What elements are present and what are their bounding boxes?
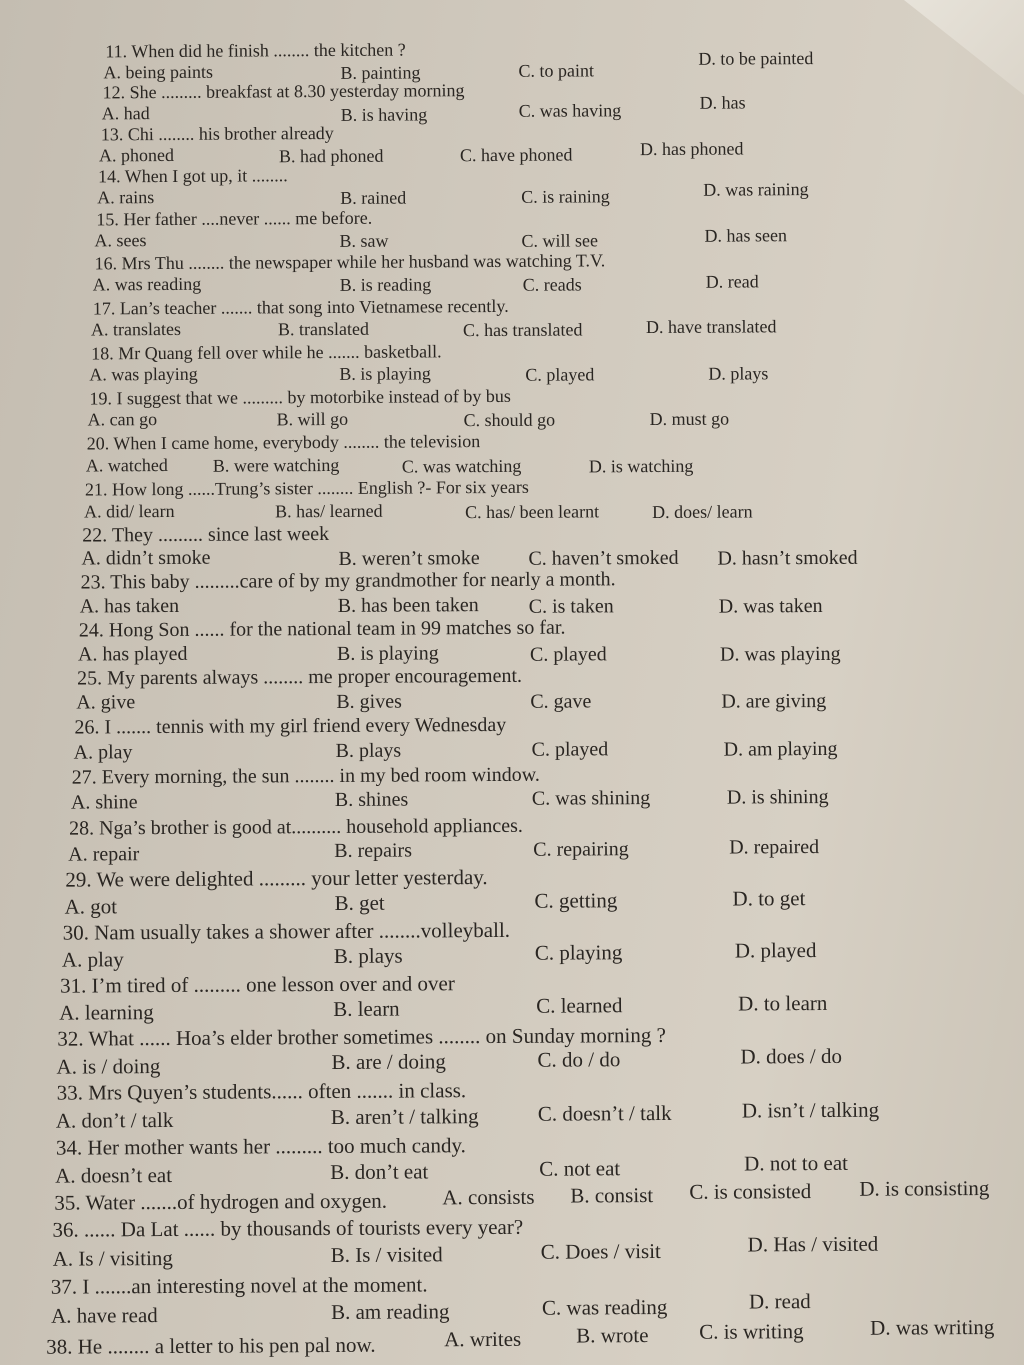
question-stem: 26. I ....... tennis with my girl friend every Wednesday: [74, 713, 507, 739]
option-d: D. read: [705, 271, 759, 292]
option-a: A. can go: [87, 409, 158, 430]
option-a: A. writes: [444, 1326, 522, 1352]
option-c: C. has/ been learnt: [465, 501, 600, 523]
option-c: C. learned: [536, 993, 623, 1018]
option-d: D. does / do: [740, 1043, 843, 1069]
option-d: D. is consisting: [859, 1175, 990, 1201]
option-b: B. learn: [333, 996, 400, 1021]
option-a: A. sees: [94, 230, 147, 251]
option-d: D. has seen: [704, 225, 787, 246]
option-d: D. was playing: [719, 642, 841, 666]
option-d: D. was taken: [718, 594, 823, 618]
option-d: D. was raining: [703, 179, 809, 200]
question-stem: 29. We were delighted ......... your letter yesterday.: [65, 865, 488, 892]
option-c: C. haven’t smoked: [528, 546, 679, 570]
option-d: D. hasn’t smoked: [717, 546, 858, 570]
option-b: B. had phoned: [278, 145, 384, 167]
option-b: B. rained: [340, 187, 407, 208]
question-stem: 16. Mrs Thu ........ the newspaper while her husband was watching T.V.: [94, 250, 606, 274]
option-c: C. to paint: [518, 60, 595, 81]
option-b: B. wrote: [576, 1323, 649, 1348]
option-a: A. consists: [442, 1184, 535, 1210]
question-stem: 17. Lan’s teacher ....... that song into Vietnamese recently.: [92, 295, 509, 319]
option-b: B. is playing: [336, 642, 439, 665]
option-a: A. was reading: [92, 273, 202, 295]
question-stem: 35. Water .......of hydrogen and oxygen.: [54, 1188, 388, 1215]
option-c: C. playing: [534, 940, 623, 965]
option-a: A. have read: [50, 1303, 158, 1328]
option-a: A. watched: [85, 454, 168, 476]
option-b: B. aren’t / talking: [330, 1104, 479, 1129]
option-b: B. plays: [335, 739, 402, 762]
question-stem: 20. When I came home, everybody ........ the television: [86, 431, 481, 454]
option-c: C. repairing: [533, 838, 629, 861]
option-c: C. reads: [522, 274, 582, 295]
option-b: B. Is / visited: [330, 1242, 443, 1268]
option-d: D. Has / visited: [747, 1231, 879, 1257]
question-stem: 24. Hong Son ...... for the national team in 99 matches so far.: [78, 616, 566, 642]
option-d: D. played: [734, 938, 817, 963]
option-a: A. give: [76, 691, 136, 714]
option-b: B. shines: [334, 788, 409, 811]
option-d: D. isn’t / talking: [741, 1097, 880, 1123]
option-a: A. being paints: [103, 61, 214, 83]
option-c: C. was reading: [541, 1294, 668, 1320]
question-stem: 21. How long ......Trung’s sister ........ English ?- For six years: [84, 476, 529, 500]
option-d: D. have translated: [645, 316, 777, 338]
question-stem: 23. This baby .........care of by my grandmother for nearly a month.: [80, 568, 616, 594]
option-c: C. was having: [518, 100, 622, 121]
option-c: C. will see: [521, 230, 599, 251]
option-d: D. to learn: [738, 990, 828, 1016]
question-stem: 38. He ........ a letter to his pen pal now.: [46, 1332, 376, 1359]
option-a: A. shine: [70, 791, 138, 814]
option-d: D. am playing: [723, 737, 838, 761]
option-d: D. is watching: [588, 455, 694, 477]
option-b: B. is having: [340, 104, 428, 125]
question-stem: 18. Mr Quang fell over while he ....... basketball.: [91, 341, 442, 364]
option-b: B. repairs: [334, 839, 413, 862]
option-b: B. plays: [333, 943, 403, 968]
option-d: D. must go: [649, 408, 730, 430]
option-b: B. painting: [340, 62, 421, 83]
option-d: D. is shining: [726, 785, 829, 809]
option-a: A. got: [64, 894, 118, 919]
question-stem: 11. When did he finish ........ the kitchen ?: [105, 39, 406, 62]
option-d: D. are giving: [721, 689, 827, 713]
option-a: A. has taken: [79, 594, 180, 618]
option-b: B. get: [334, 890, 385, 915]
question-stem: 28. Nga’s brother is good at.......... household appliances.: [68, 814, 523, 840]
option-a: A. is / doing: [56, 1054, 161, 1079]
option-c: C. is raining: [521, 186, 610, 207]
option-c: C. played: [529, 643, 607, 666]
option-c: C. should go: [463, 409, 556, 431]
option-d: D. to be painted: [698, 48, 814, 69]
option-c: C. Does / visit: [540, 1238, 661, 1264]
option-b: B. is playing: [339, 363, 431, 384]
question-stem: 13. Chi ........ his brother already: [100, 122, 334, 145]
option-d: D. read: [748, 1289, 811, 1314]
option-a: A. repair: [68, 843, 140, 866]
option-c: C. have phoned: [459, 144, 573, 166]
option-c: C. was shining: [531, 787, 651, 810]
option-b: B. has/ learned: [275, 500, 383, 522]
question-stem: 15. Her father ....never ...... me before.: [96, 207, 373, 230]
option-a: A. has played: [77, 642, 188, 666]
option-a: A. had: [101, 103, 150, 124]
question-stem: 36. ...... Da Lat ...... by thousands of tourists every year?: [52, 1214, 524, 1242]
question-stem: 12. She ......... breakfast at 8.30 yesterday morning: [102, 80, 465, 103]
option-d: D. has: [699, 92, 746, 113]
option-a: A. Is / visiting: [52, 1245, 173, 1271]
option-a: A. learning: [59, 1000, 154, 1025]
option-a: A. don’t / talk: [55, 1107, 174, 1133]
question-stem: 34. Her mother wants her ......... too much candy.: [55, 1133, 466, 1160]
question-stem: 14. When I got up, it ........: [98, 165, 288, 187]
option-c: C. gave: [530, 690, 592, 713]
option-b: B. don’t eat: [330, 1159, 429, 1185]
option-a: A. did/ learn: [84, 500, 175, 522]
option-c: C. getting: [534, 888, 618, 913]
option-c: C. played: [525, 364, 595, 385]
option-c: C. is taken: [528, 595, 614, 618]
question-stem: 27. Every morning, the sun ........ in my bed room window.: [71, 763, 540, 789]
option-a: A. play: [61, 947, 124, 972]
option-b: B. has been taken: [337, 594, 479, 617]
option-b: B. were watching: [212, 454, 340, 476]
option-a: A. rains: [97, 187, 155, 208]
option-c: C. do / do: [537, 1047, 621, 1072]
option-b: B. are / doing: [331, 1049, 446, 1074]
question-stem: 31. I’m tired of ......... one lesson over and over: [59, 971, 455, 998]
option-c: C. has translated: [462, 319, 583, 341]
question-stem: 32. What ...... Hoa’s elder brother sometimes ........ on Sunday morning ?: [57, 1022, 666, 1051]
option-d: D. not to eat: [744, 1150, 849, 1176]
option-b: B. am reading: [330, 1299, 450, 1325]
option-c: C. was watching: [401, 455, 522, 477]
option-a: A. doesn’t eat: [55, 1162, 173, 1188]
question-stem: 19. I suggest that we ......... by motorbike instead of by bus: [89, 385, 511, 409]
option-d: D. to get: [732, 886, 806, 911]
question-stem: 37. I .......an interesting novel at the moment.: [50, 1272, 428, 1299]
option-d: D. does/ learn: [652, 501, 753, 523]
option-b: B. will go: [276, 408, 349, 430]
option-a: A. play: [73, 741, 133, 764]
question-stem: 22. They ......... since last week: [82, 523, 330, 547]
option-d: D. repaired: [729, 836, 820, 859]
option-a: A. translates: [90, 318, 182, 340]
option-c: C. is consisted: [689, 1179, 812, 1204]
option-d: D. was writing: [870, 1314, 995, 1340]
option-b: B. saw: [339, 230, 389, 251]
option-b: B. weren’t smoke: [338, 547, 480, 570]
option-d: D. plays: [708, 363, 769, 384]
option-c: C. is writing: [699, 1319, 804, 1344]
option-c: C. doesn’t / talk: [537, 1100, 672, 1126]
option-a: A. didn’t smoke: [81, 546, 211, 570]
option-d: D. has phoned: [639, 138, 744, 160]
option-b: B. translated: [277, 318, 370, 340]
question-stem: 25. My parents always ........ me proper encouragement.: [77, 664, 523, 690]
option-b: B. is reading: [339, 274, 432, 295]
question-stem: 33. Mrs Quyen’s students...... often ....... in class.: [56, 1078, 467, 1105]
question-stem: 30. Nam usually takes a shower after ........volleyball.: [62, 917, 511, 945]
option-a: A. phoned: [98, 144, 175, 166]
option-c: C. not eat: [539, 1156, 621, 1181]
option-c: C. played: [531, 738, 609, 761]
option-b: B. consist: [570, 1183, 654, 1208]
option-b: B. gives: [336, 690, 402, 713]
option-a: A. was playing: [89, 363, 198, 385]
